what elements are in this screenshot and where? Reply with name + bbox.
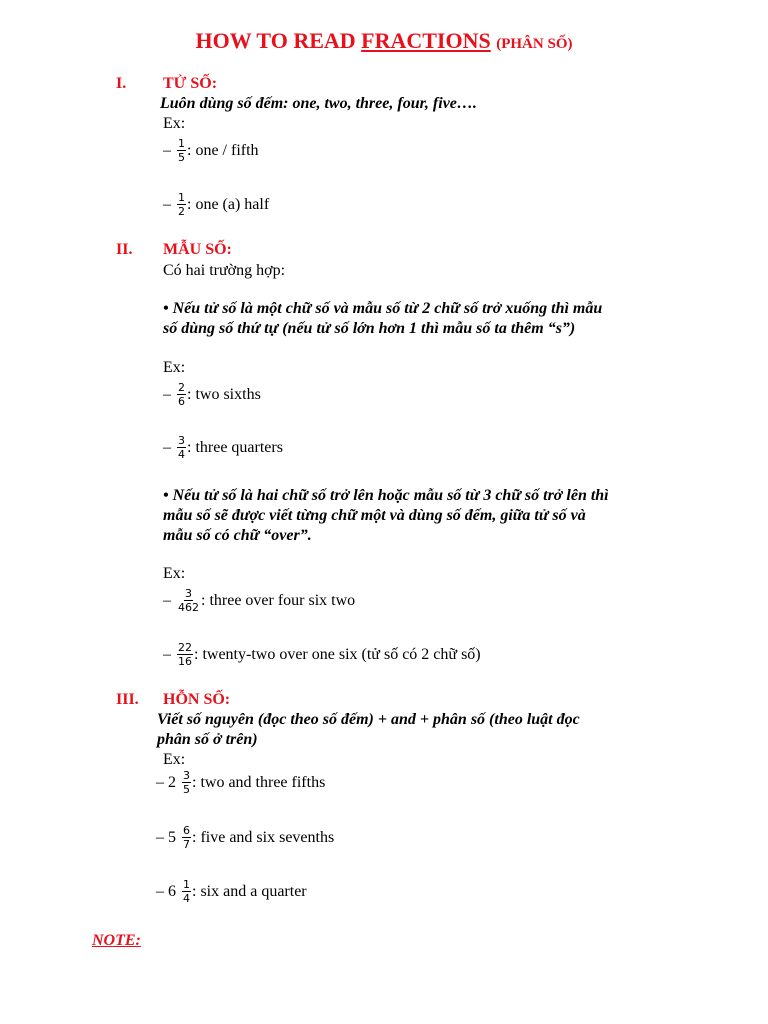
example-row	[163, 641, 481, 668]
example-row	[156, 824, 334, 851]
fraction-numerator: 3	[183, 769, 190, 782]
section1-heading: TỬ SỐ:	[163, 75, 218, 92]
title-subtitle: (PHÂN SỐ)	[496, 36, 573, 52]
fraction	[177, 137, 186, 164]
fraction-numerator: 22	[178, 641, 192, 654]
example-prefix: –	[163, 591, 171, 609]
note-heading: NOTE:	[92, 932, 141, 949]
example-reading: : two sixths	[187, 385, 261, 403]
section2-case2-line1: • Nếu tử số là hai chữ số trở lên hoặc mẫu số từ 3 chữ số trở lên thì	[163, 487, 609, 504]
fraction-denominator: 5	[178, 151, 185, 164]
fraction	[177, 641, 193, 668]
fraction-numerator: 2	[178, 381, 185, 394]
fraction	[177, 434, 186, 461]
fraction-numerator: 3	[185, 587, 192, 600]
example-reading: : six and a quarter	[192, 882, 307, 900]
title-highlight: FRACTIONS	[361, 28, 491, 53]
page-title	[0, 28, 768, 54]
example-reading: : three over four six two	[201, 591, 356, 609]
section2-intro: Có hai trường hợp:	[163, 262, 286, 279]
fraction-denominator: 16	[178, 655, 192, 668]
section3-rule-line2: phân số ở trên)	[157, 731, 258, 748]
example-prefix: –	[163, 438, 171, 456]
example-prefix: – 5	[156, 828, 176, 846]
fraction	[182, 769, 191, 796]
section3-rule-line1: Viết số nguyên (đọc theo số đếm) + and + phân số (theo luật đọc	[157, 711, 580, 728]
example-reading: : twenty-two over one six (tử số có 2 chữ số)	[194, 645, 481, 663]
fraction-numerator: 3	[178, 434, 185, 447]
title-main: HOW TO READ	[195, 28, 362, 53]
fraction-denominator: 4	[183, 892, 190, 905]
example-prefix: –	[163, 141, 171, 159]
fraction	[177, 191, 186, 218]
section3-numeral: III.	[116, 691, 139, 708]
example-prefix: – 6	[156, 882, 176, 900]
example-row	[163, 381, 261, 408]
example-prefix: –	[163, 385, 171, 403]
section2-ex-label: Ex:	[163, 359, 186, 376]
example-reading: : five and six sevenths	[192, 828, 335, 846]
section1-rule: Luôn dùng số đếm: one, two, three, four, five….	[160, 95, 477, 112]
example-row	[163, 587, 355, 614]
section3-heading: HỖN SỐ:	[163, 691, 231, 708]
example-row	[163, 191, 269, 218]
section2-case2-line2: mẫu số sẽ được viết từng chữ một và dùng số đếm, giữa tử số và	[163, 507, 586, 524]
fraction-denominator: 6	[178, 395, 185, 408]
fraction	[182, 878, 191, 905]
fraction-numerator: 1	[183, 878, 190, 891]
fraction-numerator: 1	[178, 191, 185, 204]
section1-ex-label: Ex:	[163, 115, 186, 132]
fraction-denominator: 4	[178, 448, 185, 461]
example-prefix: –	[163, 645, 171, 663]
fraction-numerator: 6	[183, 824, 190, 837]
section1-numeral: I.	[116, 75, 127, 92]
section2-case1-line2: số dùng số thứ tự (nếu tử số lớn hơn 1 thì mẫu số ta thêm “s”)	[163, 320, 576, 337]
example-reading: : three quarters	[187, 438, 283, 456]
fraction-denominator: 7	[183, 838, 190, 851]
example-prefix: – 2	[156, 773, 176, 791]
example-prefix: –	[163, 195, 171, 213]
fraction-denominator: 2	[178, 205, 185, 218]
section2-heading: MẪU SỐ:	[163, 241, 232, 258]
fraction	[177, 381, 186, 408]
section3-ex-label: Ex:	[163, 751, 186, 768]
fraction	[182, 824, 191, 851]
section2-numeral: II.	[116, 241, 133, 258]
section2-case2-line3: mẫu số có chữ “over”.	[163, 527, 312, 544]
fraction	[177, 587, 200, 614]
example-row	[156, 878, 307, 905]
example-reading: : two and three fifths	[192, 773, 326, 791]
example-row	[163, 434, 283, 461]
fraction-numerator: 1	[178, 137, 185, 150]
fraction-denominator: 5	[183, 783, 190, 796]
example-reading: : one (a) half	[187, 195, 270, 213]
fraction-denominator: 462	[178, 601, 199, 614]
example-reading: : one / fifth	[187, 141, 259, 159]
example-row	[163, 137, 259, 164]
section2-case1-line1: • Nếu tử số là một chữ số và mẫu số từ 2 chữ số trở xuống thì mẫu	[163, 300, 603, 317]
example-row	[156, 769, 325, 796]
section2-ex-label: Ex:	[163, 565, 186, 582]
